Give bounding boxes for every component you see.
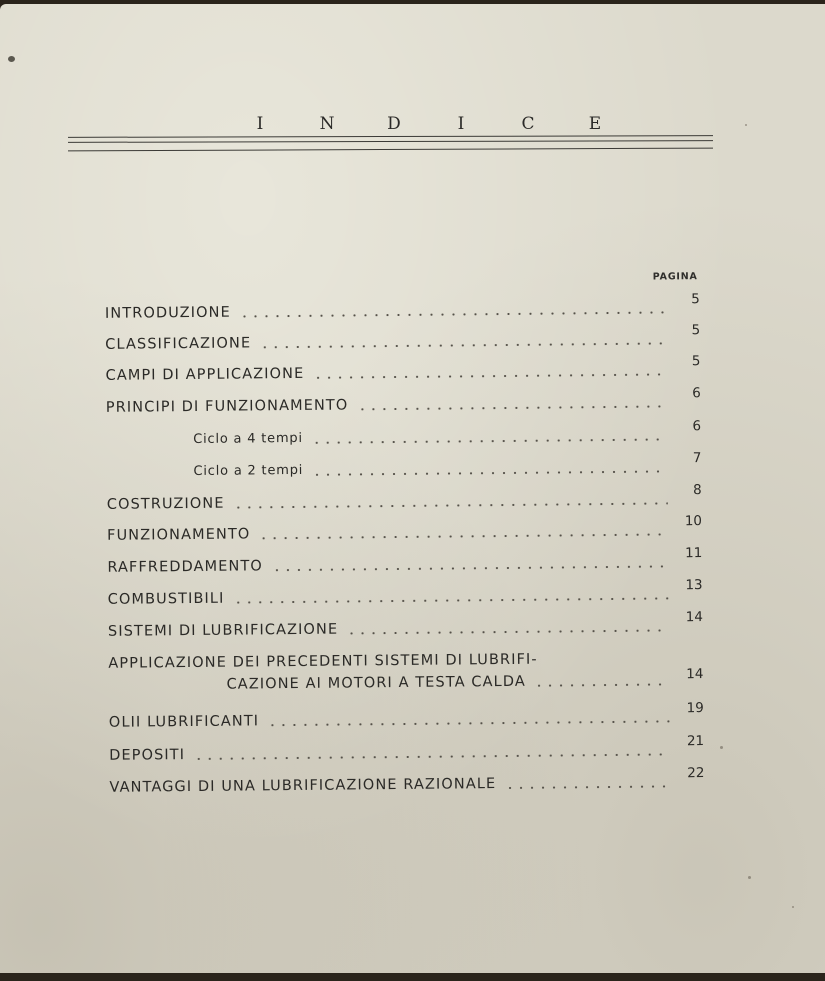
dot-leader [346,629,669,634]
toc-subentry [193,418,702,449]
toc-entry-label: Ciclo a 2 tempi [193,462,304,479]
title-letter: D [387,114,401,134]
toc-entry-page: 5 [691,322,701,339]
toc-entry-multiline [108,649,703,695]
dot-leader [356,405,666,410]
toc-entry [104,291,700,323]
dot-leader [271,565,668,571]
dot-leader [193,753,670,760]
toc-entry [109,733,705,765]
paper-blemish [792,906,794,908]
toc-entry-page: 19 [686,700,704,717]
paper-blemish [748,876,751,879]
title-letter: I [256,114,264,134]
toc-entry-label: COSTRUZIONE [106,495,225,513]
toc-entry-label: FUNZIONAMENTO [107,526,251,544]
toc-entry-page: 5 [691,353,701,370]
toc-entry-label-line2: CAZIONE AI MOTORI A TESTA CALDA [226,673,526,693]
toc-entry-page: 22 [687,765,705,782]
toc-entry [107,577,703,609]
dot-leader [232,597,668,603]
toc-entry [107,609,703,641]
toc-entry-label: COMBUSTIBILI [107,590,225,608]
toc-entry-label: Ciclo a 4 tempi [193,430,303,447]
toc-entry-page: 8 [693,482,702,499]
toc-entry-label: CLASSIFICAZIONE [105,335,252,353]
title-letter: I [457,114,465,134]
toc-entry-label: SISTEMI DI LUBRIFICAZIONE [107,621,339,640]
title-letter: N [319,114,335,134]
toc-entry [105,322,701,354]
toc-subentry [193,450,702,481]
toc-entry-page: 14 [686,666,704,683]
toc-entry-label: INTRODUZIONE [104,304,231,322]
toc-entry [105,385,701,417]
dot-leader [233,502,668,508]
toc-entry-label: PRINCIPI DI FUNZIONAMENTO [105,397,349,416]
paper-blemish [8,56,15,62]
toc-entry-label: VANTAGGI DI UNA LUBRIFICAZIONE RAZIONALE [109,776,497,796]
toc-entry [107,545,703,577]
toc-entry [108,700,704,732]
paper-blemish [745,124,747,126]
toc-entry [109,765,705,797]
toc-entry [106,482,702,514]
dot-leader [258,533,668,539]
paper-blemish [720,746,723,749]
toc-entry-page: 14 [685,609,703,626]
toc-entry [105,353,701,385]
toc-entry-label: DEPOSITI [109,747,186,764]
dot-leader [504,785,670,789]
toc-entry-page: 13 [685,577,703,594]
dot-leader [312,373,666,378]
toc-entry [107,513,703,545]
title-letter: E [588,114,602,134]
toc-entry-label: CAMPI DI APPLICAZIONE [105,365,305,384]
dot-leader [239,311,666,317]
toc-entry-label: RAFFREDDAMENTO [107,558,263,576]
dot-leader [259,342,666,348]
toc-entry-page: 11 [685,545,703,562]
title-letter: C [521,114,535,134]
toc-entry-page: 21 [686,733,705,750]
toc-entry-page: 10 [684,513,703,530]
toc-entry-page: 5 [691,291,700,308]
dot-leader [534,683,670,686]
toc-entry-page: 6 [692,418,702,435]
toc-entry-second-line [108,666,704,695]
dot-leader [311,470,667,475]
toc-entry-page: 7 [692,450,702,467]
page-column-header: PAGINA [652,271,698,283]
toc-entry-label: OLII LUBRIFICANTI [108,713,260,731]
book-page [0,4,825,973]
dot-leader [311,438,667,443]
toc-entry-page: 6 [692,385,701,402]
toc-entry-label-line1: APPLICAZIONE DEI PRECEDENTI SISTEMI DI LUBRIFI- [108,651,538,672]
dot-leader [267,720,670,726]
